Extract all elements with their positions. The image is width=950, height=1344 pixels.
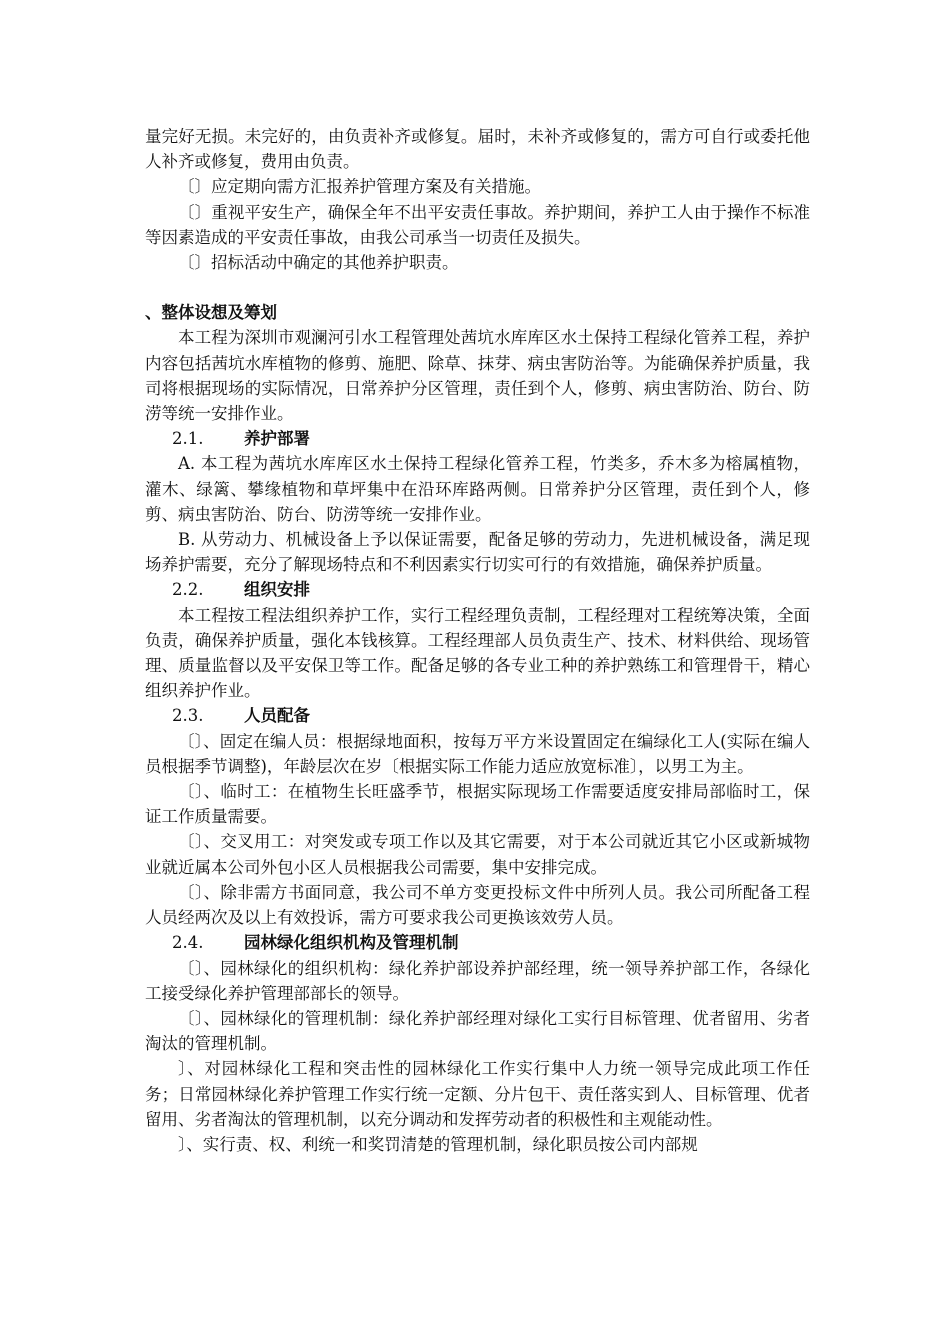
paragraph-2-1-a: A. 本工程为茜坑水库库区水土保持工程绿化管养工程，竹类多，乔木多为榕属植物，灌木、绿篱、攀缘植物和草坪集中在沿环库路两侧。日常养护分区管理，责任到个人，修剪、病虫害防治、防台、防涝等统一安排作业。 xyxy=(145,454,810,524)
paragraph-2-1-b: B. 从劳动力、机械设备上予以保证需要，配备足够的劳动力，先进机械设备，满足现场养护需要，充分了解现场特点和不利因素实行切实可行的有效措施，确保养护质量。 xyxy=(145,530,810,575)
intro-paragraph-2: 〔〕应定期向需方汇报养护管理方案及有关措施。 xyxy=(178,177,541,197)
paragraph-2-4-1: 〔〕、园林绿化的组织机构：绿化养护部设养护部经理，统一领导养护部工作，各绿化工接受绿化养护管理部部长的领导。 xyxy=(145,958,810,1003)
subsection-title: 园林绿化组织机构及管理机制 xyxy=(244,933,459,953)
subsection-title: 组织安排 xyxy=(244,580,310,600)
subsection-title: 人员配备 xyxy=(244,706,310,726)
paragraph-2-2: 本工程按工程法组织养护工作，实行工程经理负责制，工程经理对工程统筹决策，全面负责，确保养护质量，强化本钱核算。工程经理部人员负责生产、技术、材料供给、现场管理、质量监督以及平安保卫等工作。配备足够的各专业工种的养护熟练工和管理骨干，精心组织养护作业。 xyxy=(145,605,810,701)
subsection-number: 2.3. xyxy=(172,706,204,726)
paragraph-2-3-1: 〔〕、固定在编人员：根据绿地面积，按每万平方米设置固定在编绿化工人(实际在编人员根据季节调整)，年龄层次在岁〔根据实际工作能力适应放宽标准〕，以男工为主。 xyxy=(145,731,810,776)
paragraph-2-4-4: 〕、实行责、权、利统一和奖罚清楚的管理机制，绿化职员按公司内部规 xyxy=(178,1134,698,1154)
intro-paragraph-3: 〔〕重视平安生产，确保全年不出平安责任事故。养护期间，养护工人由于操作不标准等因素造成的平安责任事故，由我公司承当一切责任及损失。 xyxy=(145,202,810,247)
paragraph-2-3-3: 〔〕、交叉用工：对突发或专项工作以及其它需要，对于本公司就近其它小区或新城物业就近属本公司外包小区人员根据我公司需要，集中安排完成。 xyxy=(145,832,810,877)
paragraph-2-4-2: 〔〕、园林绿化的管理机制：绿化养护部经理对绿化工实行目标管理、优者留用、劣者淘汰的管理机制。 xyxy=(145,1008,810,1054)
paragraph-2-3-2: 〔〕、临时工：在植物生长旺盛季节，根据实际现场工作需要适度安排局部临时工，保证工作质量需要。 xyxy=(145,782,810,827)
intro-paragraph-1: 量完好无损。未完好的，由负责补齐或修复。届时，未补齐或修复的，需方可自行或委托他人补齐或修复，费用由负责。 xyxy=(145,127,810,172)
intro-paragraph-4: 〔〕招标活动中确定的其他养护职责。 xyxy=(178,253,459,273)
document-page xyxy=(145,124,810,1157)
subsection-number: 2.2. xyxy=(172,580,204,600)
section-title: 、整体设想及筹划 xyxy=(145,303,277,323)
subsection-number: 2.4. xyxy=(172,933,204,953)
subsection-number: 2.1. xyxy=(172,429,204,449)
paragraph-2-3-4: 〔〕、除非需方书面同意，我公司不单方变更投标文件中所列人员。我公司所配备工程人员经两次及以上有效投诉，需方可要求我公司更换该效劳人员。 xyxy=(145,882,810,928)
subsection-title: 养护部署 xyxy=(244,429,310,449)
paragraph-2-4-3: 〕、对园林绿化工程和突击性的园林绿化工作实行集中人力统一领导完成此项工作任务；日常园林绿化养护管理工作实行统一定额、分片包干、责任落实到人、目标管理、优者留用、劣者淘汰的管理机制，以充分调动和发挥劳动者的积极性和主观能动性。 xyxy=(145,1059,810,1129)
subsection-heading-2-3 xyxy=(145,703,810,728)
subsection-heading-2-4 xyxy=(145,930,810,955)
subsection-heading-2-1 xyxy=(145,426,810,451)
subsection-heading-2-2 xyxy=(145,577,810,602)
section-paragraph: 本工程为深圳市观澜河引水工程管理处茜坑水库库区水土保持工程绿化管养工程，养护内容包括茜坑水库植物的修剪、施肥、除草、抹芽、病虫害防治等。为能确保养护质量，我司将根据现场的实际情况，日常养护分区管理，责任到个人，修剪、病虫害防治、防台、防涝等统一安排作业。 xyxy=(145,328,810,424)
